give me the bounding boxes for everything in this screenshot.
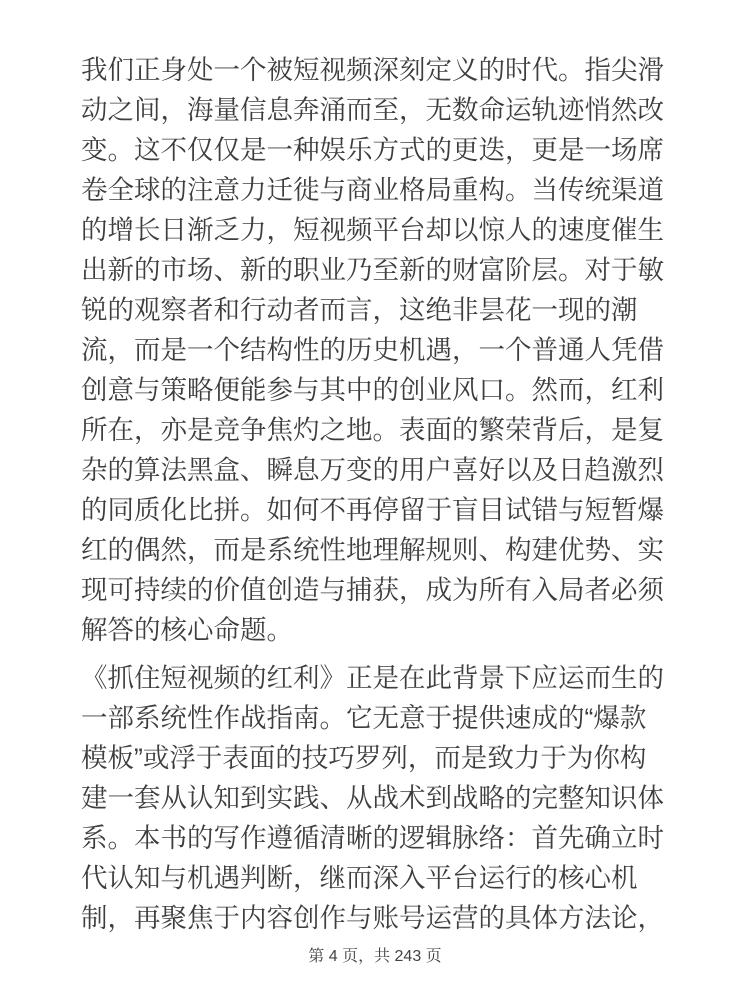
text-line: 流，而是一个结构性的历史机遇，一个普通人凭借 <box>81 335 664 365</box>
page-indicator: 第 4 页，共 243 页 <box>308 948 442 965</box>
text-line: 系。本书的写作遵循清晰的逻辑脉络：首先确立时 <box>81 823 664 853</box>
text-line: 现可持续的价值创造与捕获，成为所有入局者必须 <box>81 575 664 605</box>
paragraph <box>81 50 681 650</box>
text-line: 制，再聚焦于内容创作与账号运营的具体方法论， <box>81 903 664 933</box>
text-line: 动之间，海量信息奔涌而至，无数命运轨迹悄然改 <box>81 95 664 125</box>
text-line: 代认知与机遇判断，继而深入平台运行的核心机 <box>81 863 638 893</box>
text-line: 《抓住短视频的红利》正是在此背景下应运而生的 <box>81 663 664 693</box>
text-line: 的增长日渐乏力，短视频平台却以惊人的速度催生 <box>81 215 664 245</box>
text-line: 出新的市场、新的职业乃至新的财富阶层。对于敏 <box>81 255 664 285</box>
text-line: 变。这不仅仅是一种娱乐方式的更迭，更是一场席 <box>81 135 664 165</box>
text-line: 建一套从认知到实践、从战术到战略的完整知识体 <box>81 783 664 813</box>
text-line: 锐的观察者和行动者而言，这绝非昙花一现的潮 <box>81 295 638 325</box>
paragraph <box>81 658 681 938</box>
text-line: 一部系统性作战指南。它无意于提供速成的“爆款 <box>81 703 647 733</box>
page-footer <box>0 946 750 968</box>
text-line: 解答的核心命题。 <box>81 615 293 645</box>
text-line: 模板”或浮于表面的技巧罗列，而是致力于为你构 <box>81 743 647 773</box>
text-line: 的同质化比拼。如何不再停留于盲目试错与短暂爆 <box>81 495 664 525</box>
text-line: 杂的算法黑盒、瞬息万变的用户喜好以及日趋激烈 <box>81 455 664 485</box>
document-body <box>81 50 681 946</box>
text-line: 卷全球的注意力迁徙与商业格局重构。当传统渠道 <box>81 175 664 205</box>
text-line: 所在，亦是竞争焦灼之地。表面的繁荣背后，是复 <box>81 415 664 445</box>
text-line: 我们正身处一个被短视频深刻定义的时代。指尖滑 <box>81 55 664 85</box>
text-line: 创意与策略便能参与其中的创业风口。然而，红利 <box>81 375 664 405</box>
text-line: 红的偶然，而是系统性地理解规则、构建优势、实 <box>81 535 664 565</box>
